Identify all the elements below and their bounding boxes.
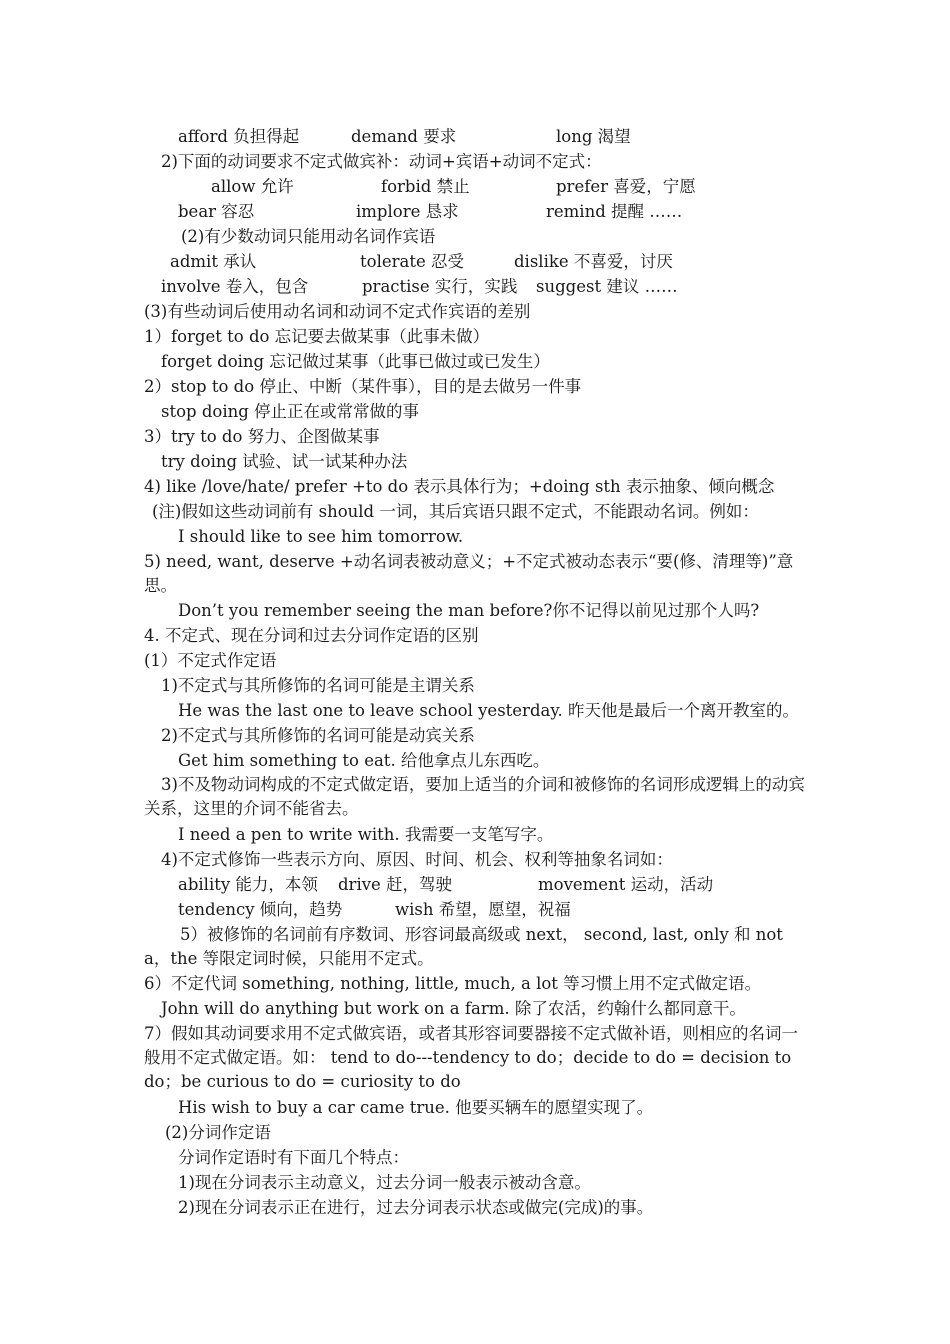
text-line: 2)不定式与其所修饰的名词可能是动宾关系 [161, 726, 475, 745]
vocab-item: movement 运动，活动 [538, 875, 714, 894]
vocab-item: allow 允许 [211, 177, 294, 196]
example-sentence: John will do anything but work on a farm. 除了农活，约翰什么都同意干。 [161, 999, 746, 1018]
subsection-heading: 2)下面的动词要求不定式做宾补：动词+宾语+动词不定式： [161, 152, 602, 171]
vocab-item: long 渴望 [556, 127, 631, 146]
text-line: 1)不定式与其所修饰的名词可能是主谓关系 [161, 676, 475, 695]
text-line: 6）不定代词 something, nothing, little, much, a lot 等习惯上用不定式做定语。 [144, 974, 762, 993]
text-line: forget doing 忘记做过某事（此事已做过或已发生） [161, 352, 550, 371]
vocab-item: dislike 不喜爱，讨厌 [514, 252, 673, 271]
vocab-item: admit 承认 [170, 252, 257, 271]
vocab-item: remind 提醒 …… [546, 202, 683, 221]
vocab-item: prefer 喜爱，宁愿 [556, 177, 696, 196]
subsection-heading: (2)分词作定语 [165, 1123, 271, 1142]
text-line: 4)不定式修饰一些表示方向、原因、时间、机会、权利等抽象名词如： [161, 850, 673, 869]
text-paragraph: 3)不及物动词构成的不定式做定语，要加上适当的介词和被修饰的名词形成逻辑上的动宾关系，这里的介词不能省去。 [144, 775, 805, 818]
section-heading: 4. 不定式、现在分词和过去分词作定语的区别 [144, 626, 479, 645]
vocab-item: afford 负担得起 [178, 127, 300, 146]
text-paragraph: 5）被修饰的名词前有序数词、形容词最高级或 next， second, last, only 和 not a，the 等限定词时候，只能用不定式。 [144, 925, 783, 968]
vocab-item: ability 能力，本领 [178, 875, 318, 894]
text-paragraph: 5) need, want, deserve +动名词表被动意义；+不定式被动态表示“要(修、清理等)”意思。 [144, 552, 794, 595]
vocab-item: bear 容忍 [178, 202, 255, 221]
vocab-item: suggest 建议 …… [536, 277, 678, 296]
text-line: stop doing 停止正在或常常做的事 [161, 402, 420, 421]
subsection-heading: (1）不定式作定语 [144, 651, 277, 670]
example-sentence: I should like to see him tomorrow. [178, 527, 464, 546]
vocab-item: practise 实行，实践 [362, 277, 518, 296]
text-paragraph: 7）假如其动词要求用不定式做宾语，或者其形容词要器接不定式做补语，则相应的名词一般用不定式做定语。如： tend to do---tendency to do；decide to do = decision to do；be curious to do = curiosity to do [144, 1024, 798, 1091]
vocab-item: involve 卷入，包含 [161, 277, 309, 296]
example-sentence: Don’t you remember seeing the man before?你不记得以前见过那个人吗? [178, 601, 760, 620]
text-line: 4) like /love/hate/ prefer +to do 表示具体行为；+doing sth 表示抽象、倾向概念 [144, 477, 775, 496]
vocab-item: demand 要求 [351, 127, 457, 146]
text-line: 2）stop to do 停止、中断（某件事），目的是去做另一件事 [144, 377, 582, 396]
example-sentence: His wish to buy a car came true. 他要买辆车的愿望实现了。 [178, 1098, 654, 1117]
example-sentence: He was the last one to leave school yesterday. 昨天他是最后一个离开教室的。 [178, 701, 799, 720]
text-line: 3）try to do 努力、企图做某事 [144, 427, 380, 446]
vocab-item: wish 希望，愿望，祝福 [395, 900, 571, 919]
example-sentence: Get him something to eat. 给他拿点儿东西吃。 [178, 751, 550, 770]
vocab-item: tendency 倾向，趋势 [178, 900, 343, 919]
section-heading: (3)有些动词后使用动名词和动词不定式作宾语的差别 [144, 302, 531, 321]
vocab-item: implore 恳求 [356, 202, 459, 221]
text-line: 1)现在分词表示主动意义，过去分词一般表示被动含意。 [178, 1173, 591, 1192]
example-sentence: I need a pen to write with. 我需要一支笔写字。 [178, 825, 554, 844]
vocab-item: drive 赶，驾驶 [338, 875, 453, 894]
text-line: try doing 试验、试一试某种办法 [161, 452, 408, 471]
subsection-heading: (2)有少数动词只能用动名词作宾语 [181, 227, 436, 246]
text-line: 2)现在分词表示正在进行，过去分词表示状态或做完(完成)的事。 [178, 1198, 654, 1217]
note-line: (注)假如这些动词前有 should 一词，其后宾语只跟不定式，不能跟动名词。例如： [152, 502, 759, 521]
vocab-item: forbid 禁止 [381, 177, 470, 196]
text-line: 分词作定语时有下面几个特点： [178, 1148, 409, 1167]
text-line: 1）forget to do 忘记要去做某事（此事未做） [144, 327, 490, 346]
vocab-item: tolerate 忍受 [360, 252, 464, 271]
